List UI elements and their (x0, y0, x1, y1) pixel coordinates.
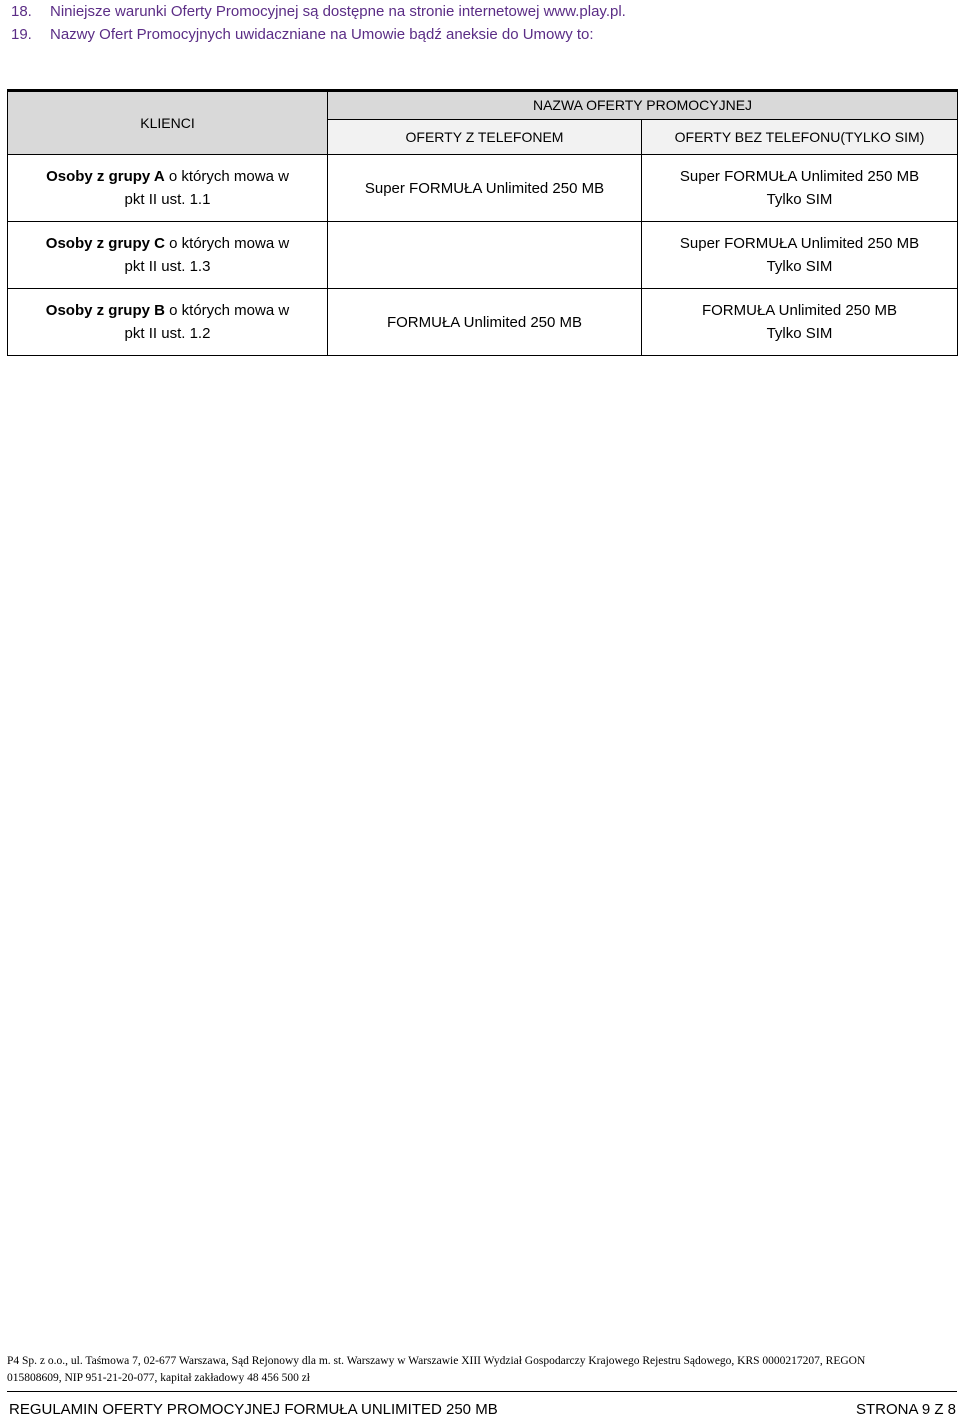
footer-company-line: P4 Sp. z o.o., ul. Taśmowa 7, 02-677 Warszawa, Sąd Rejonowy dla m. st. Warszawy w Warszawie XIII Wydział Gospodarczy Krajowego Rejestru Sądowego, KRS 0000217207, REGON (7, 1355, 866, 1367)
offer-variant: Tylko SIM (766, 258, 833, 275)
client-group: Osoby z grupy A (46, 168, 165, 185)
footer-company-info (7, 1353, 957, 1387)
offer-variant: Tylko SIM (766, 191, 833, 208)
offer-variant: Tylko SIM (766, 325, 833, 342)
table-row (8, 155, 958, 222)
offer-without-phone (642, 289, 958, 356)
client-desc: o których mowa w (164, 168, 289, 185)
footer-company-line: 015808609, NIP 951-21-20-077, kapitał zakładowy 48 456 500 zł (7, 1372, 310, 1384)
client-cell (8, 155, 328, 222)
offer-without-phone (642, 222, 958, 289)
offer-name: Super FORMUŁA Unlimited 250 MB (679, 168, 920, 185)
client-ref: pkt II ust. 1.3 (124, 258, 211, 275)
offer-with-phone: Super FORMUŁA Unlimited 250 MB (328, 155, 642, 222)
header-offer-name: NAZWA OFERTY PROMOCYJNEJ (328, 91, 958, 120)
offer-with-phone (328, 222, 642, 289)
footer-document-title: REGULAMIN OFERTY PROMOCYJNEJ FORMUŁA UNLIMITED 250 MB (9, 1401, 498, 1418)
client-group: Osoby z grupy B (45, 302, 165, 319)
offer-name: Super FORMUŁA Unlimited 250 MB (679, 235, 920, 252)
table-row (8, 289, 958, 356)
client-cell (8, 289, 328, 356)
offer-with-phone: FORMUŁA Unlimited 250 MB (328, 289, 642, 356)
header-without-phone: OFERTY BEZ TELEFONU(TYLKO SIM) (642, 120, 958, 155)
client-line (14, 232, 321, 255)
client-line (14, 299, 321, 322)
list-item-number: 18. (11, 3, 32, 20)
client-ref: pkt II ust. 1.2 (124, 325, 211, 342)
list-item-text: Nazwy Ofert Promocyjnych uwidaczniane na Umowie bądź aneksie do Umowy to: (50, 26, 594, 43)
header-clients: KLIENCI (8, 91, 328, 155)
client-ref: pkt II ust. 1.1 (124, 191, 211, 208)
client-line (14, 165, 321, 188)
client-desc: o których mowa w (164, 302, 290, 319)
footer-page-number: STRONA 9 Z 8 (855, 1401, 956, 1418)
table-row (8, 222, 958, 289)
header-with-phone: OFERTY Z TELEFONEM (328, 120, 642, 155)
offer-name: FORMUŁA Unlimited 250 MB (701, 302, 898, 319)
client-group: Osoby z grupy C (45, 235, 165, 252)
client-desc: o których mowa w (164, 235, 290, 252)
list-item-text: Niniejsze warunki Oferty Promocyjnej są dostępne na stronie internetowej www.play.pl. (50, 3, 626, 20)
list-item-number: 19. (11, 26, 32, 43)
client-cell (8, 222, 328, 289)
footer-divider (7, 1391, 957, 1392)
offers-table (7, 89, 958, 356)
offer-without-phone (642, 155, 958, 222)
